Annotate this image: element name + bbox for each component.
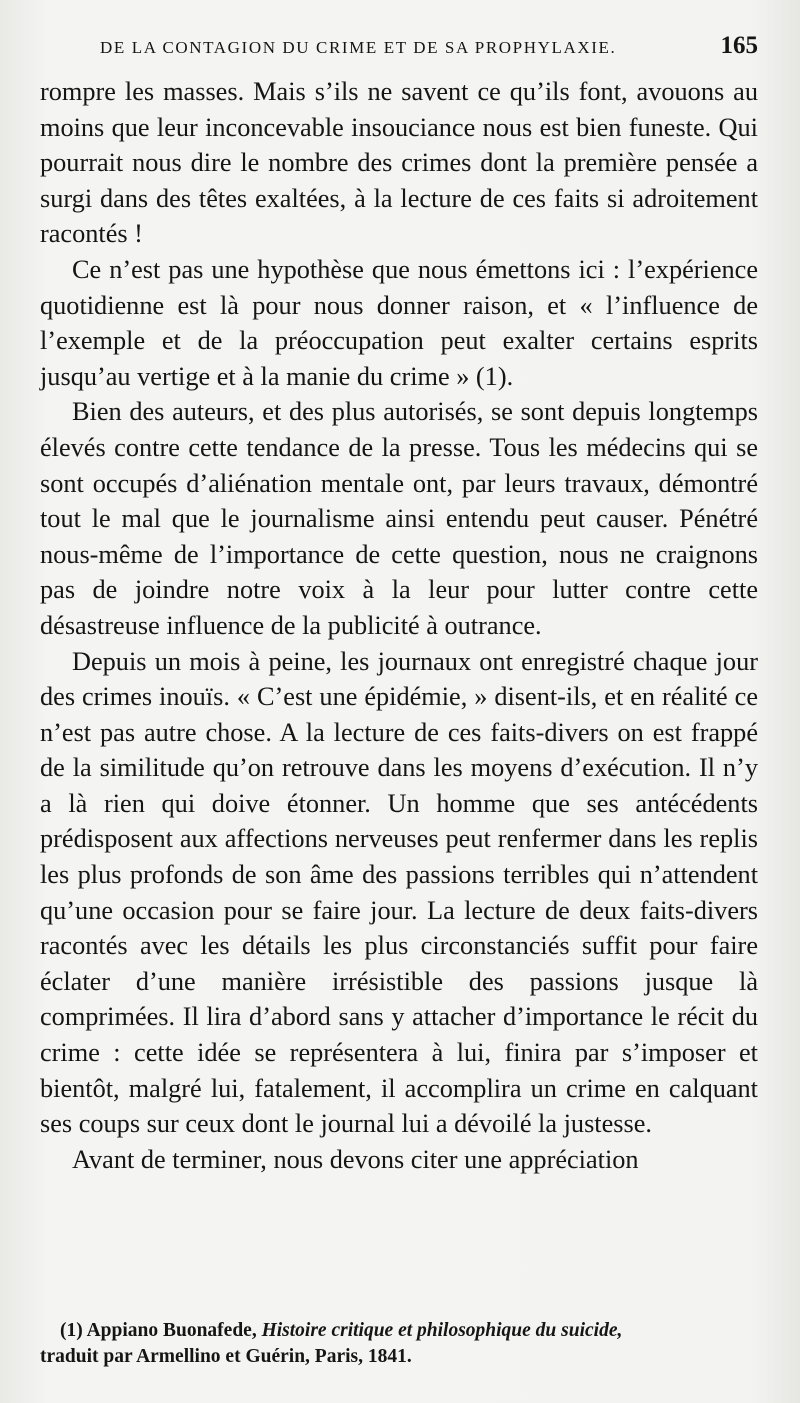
footnote-title: Histoire critique et philosophique du suicide, bbox=[261, 1320, 623, 1341]
paragraph: Ce n’est pas une hypothèse que nous émettons ici : l’expérience quotidienne est là pour nous donner raison, et « l’influence de l’exemple et de la préoccupation peut exalter certains esprits jusqu’au vertige et à la manie du crime » (1). bbox=[40, 254, 758, 391]
page-number: 165 bbox=[720, 32, 758, 59]
paragraph: Bien des auteurs, et des plus autorisés, se sont depuis longtemps élevés contre cette tendance de la presse. Tous les médecins qui se sont occupés d’aliénation mentale ont, par leurs travaux, démontré tout le mal que le journalisme ainsi entendu peut causer. Pénétré nous-même de l’importance de cette question, nous ne craignons pas de joindre notre voix à la leur pour lutter contre cette désastreuse influence de la publicité à outrance. bbox=[40, 397, 758, 640]
footnote-citation bbox=[40, 1318, 758, 1344]
paragraph-continued: rompre les masses. Mais s’ils ne savent ce qu’ils font, avouons au moins que leur inconcevable insouciance nous est bien funeste. Qui pourrait nous dire le nombre des crimes dont la première pensée a surgi dans des têtes exaltées, à la lecture de ces faits si adroitement racontés ! bbox=[40, 77, 758, 249]
page-header bbox=[40, 30, 758, 64]
footnote-marker: (1) bbox=[60, 1320, 83, 1341]
paragraph: Avant de terminer, nous devons citer une appréciation bbox=[72, 1144, 639, 1174]
footnote-publication: traduit par Armellino et Guérin, Paris, 1841. bbox=[40, 1346, 412, 1367]
running-title: DE LA CONTAGION DU CRIME ET DE SA PROPHYLAXIE. bbox=[100, 38, 617, 57]
body-text bbox=[40, 74, 758, 1177]
paragraph: Depuis un mois à peine, les journaux ont enregistré chaque jour des crimes inouïs. « C’est une épidémie, » disent-ils, et en réalité ce n’est pas autre chose. A la lecture de ces faits-divers on est frappé de la similitude qu’on retrouve dans les moyens d’exécution. Il n’y a là rien qui doive étonner. Un homme que ses antécédents prédisposent aux affections nerveuses peut renfermer dans les replis les plus profonds de son âme des passions terribles qui n’attendent qu’une occasion pour se faire jour. La lecture de deux faits-divers racontés avec les détails les plus circonstanciés suffit pour faire éclater d’une manière irrésistible des passions jusque là comprimées. Il lira d’abord sans y attacher d’importance le récit du crime : cette idée se représentera à lui, finira par s’imposer et bientôt, malgré lui, fatalement, il accomplira un crime en calquant ses coups sur ceux dont le journal lui a dévoilé la justesse. bbox=[40, 646, 758, 1139]
footnote-author: Appiano Buonafede, bbox=[86, 1320, 257, 1341]
footnote bbox=[40, 1318, 758, 1370]
